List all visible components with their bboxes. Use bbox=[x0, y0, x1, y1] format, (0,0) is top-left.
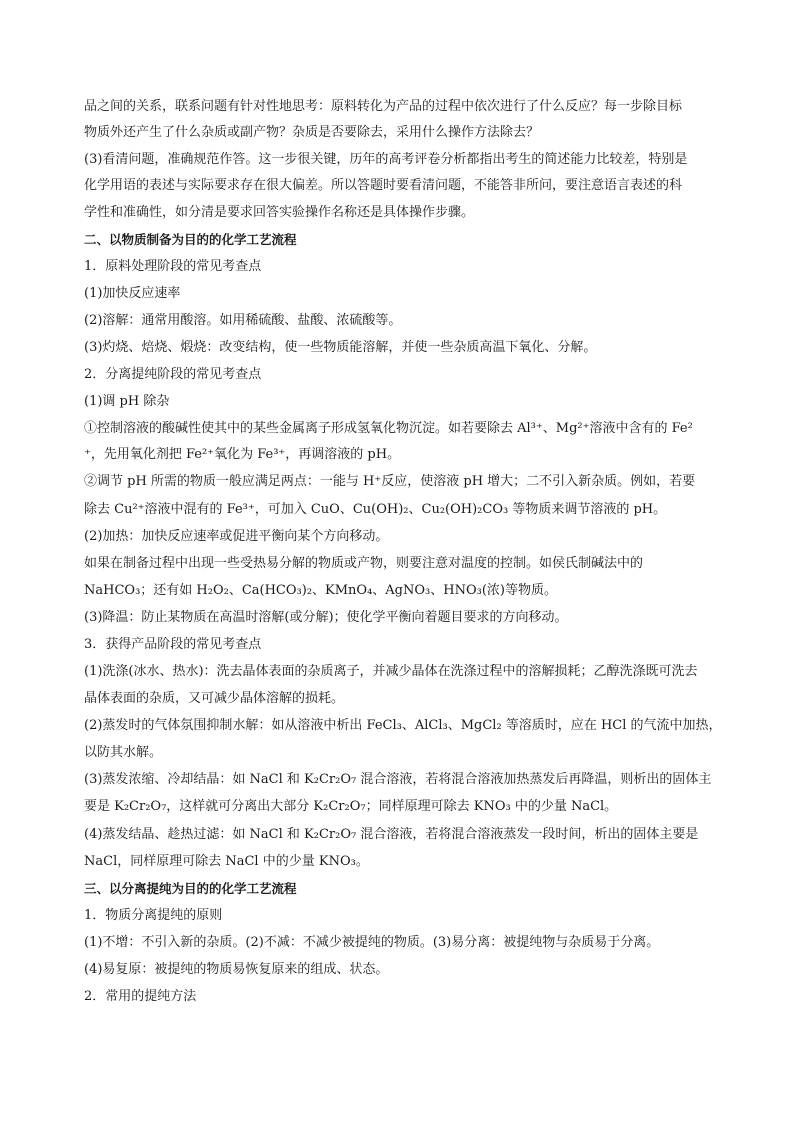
paragraph-line: (1)洗涤(冰水、热水)：洗去晶体表面的杂质离子，并减少晶体在洗涤过程中的溶解损耗；乙醇洗涤既可洗去 bbox=[84, 664, 698, 679]
paragraph-line: NaHCO₃；还有如 H₂O₂、Ca(HCO₃)₂、KMnO₄、AgNO₃、HNO₃(浓)等物质。 bbox=[84, 583, 557, 598]
paragraph-line: (2)蒸发时的气体氛围抑制水解：如从溶液中析出 FeCl₃、AlCl₃、MgCl₂ 等溶质时，应在 HCl 的气流中加热， bbox=[84, 718, 722, 733]
subsection-heading: 2．分离提纯阶段的常见考查点 bbox=[84, 367, 262, 382]
paragraph-line: (3)降温：防止某物质在高温时溶解(或分解)；使化学平衡向着题目要求的方向移动。 bbox=[84, 610, 568, 625]
paragraph-line: ②调节 pH 所需的物质一般应满足两点：一能与 H⁺反应，使溶液 pH 增大；二不引入新杂质。例如，若要 bbox=[84, 474, 696, 489]
paragraph-line: (1)加快反应速率 bbox=[84, 286, 181, 301]
section-heading: 三、以分离提纯为目的的化学工艺流程 bbox=[84, 881, 297, 896]
subsection-heading: 1．物质分离提纯的原则 bbox=[84, 908, 223, 923]
paragraph-line: 除去 Cu²⁺溶液中混有的 Fe³⁺，可加入 CuO、Cu(OH)₂、Cu₂(OH)₂CO₃ 等物质来调节溶液的 pH。 bbox=[84, 502, 667, 517]
paragraph-line: 化学用语的表述与实际要求存在很大偏差。所以答题时要看清问题，不能答非所问，要注意语言表述的科 bbox=[84, 178, 683, 193]
paragraph-line: ⁺，先用氧化剂把 Fe²⁺氧化为 Fe³⁺，再调溶液的 pH。 bbox=[84, 447, 401, 462]
paragraph-line: (2)加热：加快反应速率或促进平衡向某个方向移动。 bbox=[84, 529, 389, 544]
paragraph-line: 品之间的关系，联系问题有针对性地思考：原料转化为产品的过程中依次进行了什么反应？每一步除目标 bbox=[84, 99, 683, 114]
paragraph-line: (3)蒸发浓缩、冷却结晶：如 NaCl 和 K₂Cr₂O₇ 混合溶液，若将混合溶液加热蒸发后再降温，则析出的固体主 bbox=[84, 772, 712, 787]
paragraph-line: (3)看清问题，准确规范作答。这一步很关键，历年的高考评卷分析都指出考生的简述能力比较差，特别是 bbox=[84, 152, 688, 167]
paragraph-line: (4)易复原：被提纯的物质易恢复原来的组成、状态。 bbox=[84, 962, 389, 977]
paragraph-line: 以防其水解。 bbox=[84, 745, 163, 760]
subsection-heading: 1．原料处理阶段的常见考查点 bbox=[84, 259, 262, 274]
subsection-heading: 3．获得产品阶段的常见考查点 bbox=[84, 637, 262, 652]
paragraph-line: 如果在制备过程中出现一些受热易分解的物质或产物，则要注意对温度的控制。如侯氏制碱法中的 bbox=[84, 556, 644, 571]
paragraph-line: (1)不增：不引入新的杂质。(2)不减：不减少被提纯的物质。(3)易分离：被提纯物与杂质易于分离。 bbox=[84, 935, 660, 950]
paragraph-line: (4)蒸发结晶、趁热过滤：如 NaCl 和 K₂Cr₂O₇ 混合溶液，若将混合溶液蒸发一段时间，析出的固体主要是 bbox=[84, 827, 699, 842]
paragraph-line: 物质外还产生了什么杂质或副产物？杂质是否要除去，采用什么操作方法除去？ bbox=[84, 125, 540, 140]
paragraph-line: (1)调 pH 除杂 bbox=[84, 394, 170, 409]
paragraph-line: NaCl，同样原理可除去 NaCl 中的少量 KNO₃。 bbox=[84, 854, 369, 869]
paragraph-line: ①控制溶液的酸碱性使其中的某些金属离子形成氢氧化物沉淀。如若要除去 Al³⁺、Mg²⁺溶液中含有的 Fe² bbox=[84, 421, 693, 436]
paragraph-line: (2)溶解：通常用酸溶。如用稀硫酸、盐酸、浓硫酸等。 bbox=[84, 313, 402, 328]
section-heading: 二、以物质制备为目的的化学工艺流程 bbox=[84, 232, 297, 247]
subsection-heading: 2．常用的提纯方法 bbox=[84, 989, 197, 1004]
paragraph-line: 学性和准确性，如分清是要求回答实验操作名称还是具体操作步骤。 bbox=[84, 205, 475, 220]
paragraph-line: 晶体表面的杂质，又可减少晶体溶解的损耗。 bbox=[84, 691, 345, 706]
paragraph-line: 要是 K₂Cr₂O₇，这样就可分离出大部分 K₂Cr₂O₇；同样原理可除去 KNO₃ 中的少量 NaCl。 bbox=[84, 799, 618, 814]
paragraph-line: (3)灼烧、焙烧、煅烧：改变结构，使一些物质能溶解，并使一些杂质高温下氧化、分解。 bbox=[84, 340, 597, 355]
